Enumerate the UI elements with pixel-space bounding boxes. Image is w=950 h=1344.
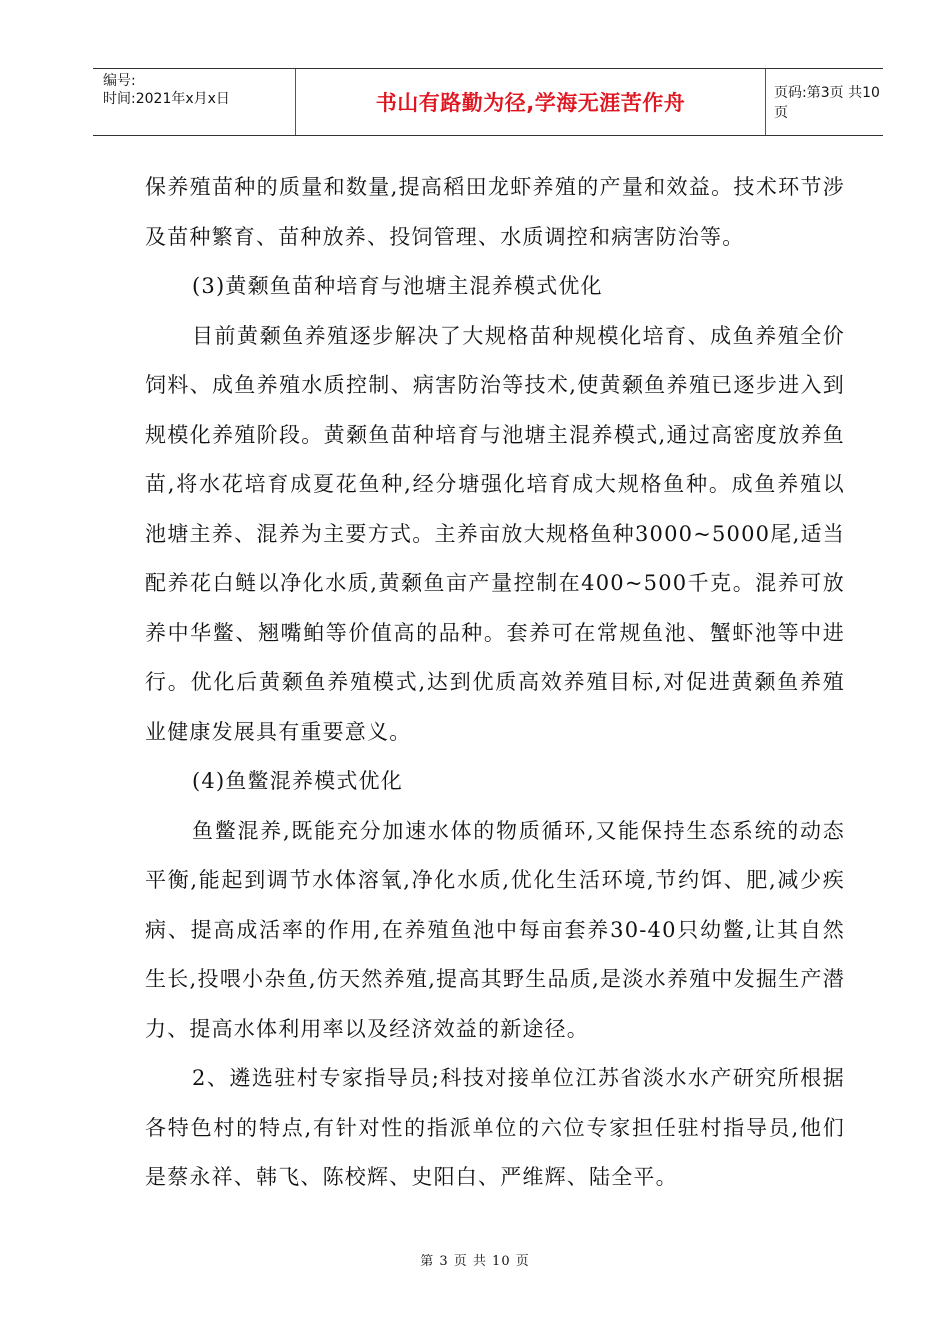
header-motto: 书山有路勤为径,学海无涯苦作舟: [375, 91, 686, 115]
section-heading-3: (3)黄颡鱼苗种培育与池塘主混养模式优化: [192, 274, 603, 298]
page-footer: 第 3 页 共 10 页: [420, 1254, 530, 1269]
header-motto-cell: [296, 69, 766, 135]
header-page-label: 页码:第3页 共10页: [774, 85, 880, 121]
section-heading-4: (4)鱼鳖混养模式优化: [192, 769, 403, 793]
paragraph-continuation: 保养殖苗种的质量和数量,提高稻田龙虾养殖的产量和效益。技术环节涉及苗种繁育、苗种放养、投饲管理、水质调控和病害防治等。: [145, 175, 845, 249]
page-header: [93, 68, 883, 136]
paragraph-yellow-catfish: 目前黄颡鱼养殖逐步解决了大规格苗种规模化培育、成鱼养殖全价饲料、成鱼养殖水质控制、病害防治等技术,使黄颡鱼养殖已逐步进入到规模化养殖阶段。黄颡鱼苗种培育与池塘主混养模式,通过高密度放养鱼苗,将水花培育成夏花鱼种,经分塘强化培育成大规格鱼种。成鱼养殖以池塘主养、混养为主要方式。主养亩放大规格鱼种3000~5000尾,适当配养花白鲢以净化水质,黄颡鱼亩产量控制在400~500千克。混养可放养中华鳖、翘嘴鲌等价值高的品种。套养可在常规鱼池、蟹虾池等中进行。优化后黄颡鱼养殖模式,达到优质高效养殖目标,对促进黄颡鱼养殖业健康发展具有重要意义。: [145, 323, 845, 744]
paragraph-fish-turtle: 鱼鳖混养,既能充分加速水体的物质循环,又能保持生态系统的动态平衡,能起到调节水体溶氧,净化水质,优化生活环境,节约饵、肥,减少疾病、提高成活率的作用,在养殖鱼池中每亩套养30-40只幼鳖,让其自然生长,投喂小杂鱼,仿天然养殖,提高其野生品质,是淡水养殖中发掘生产潜力、提高水体利用率以及经济效益的新途径。: [145, 818, 845, 1041]
document-body: [145, 163, 845, 1203]
document-number-label: 编号:: [103, 73, 136, 89]
document-time-label: 时间:2021年x月x日: [103, 91, 230, 107]
header-meta: [93, 69, 296, 135]
header-page-cell: [766, 69, 883, 135]
paragraph-experts: 2、遴选驻村专家指导员;科技对接单位江苏省淡水水产研究所根据各特色村的特点,有针对性的指派单位的六位专家担任驻村指导员,他们是蔡永祥、韩飞、陈校辉、史阳白、严维辉、陆全平。: [145, 1066, 845, 1189]
